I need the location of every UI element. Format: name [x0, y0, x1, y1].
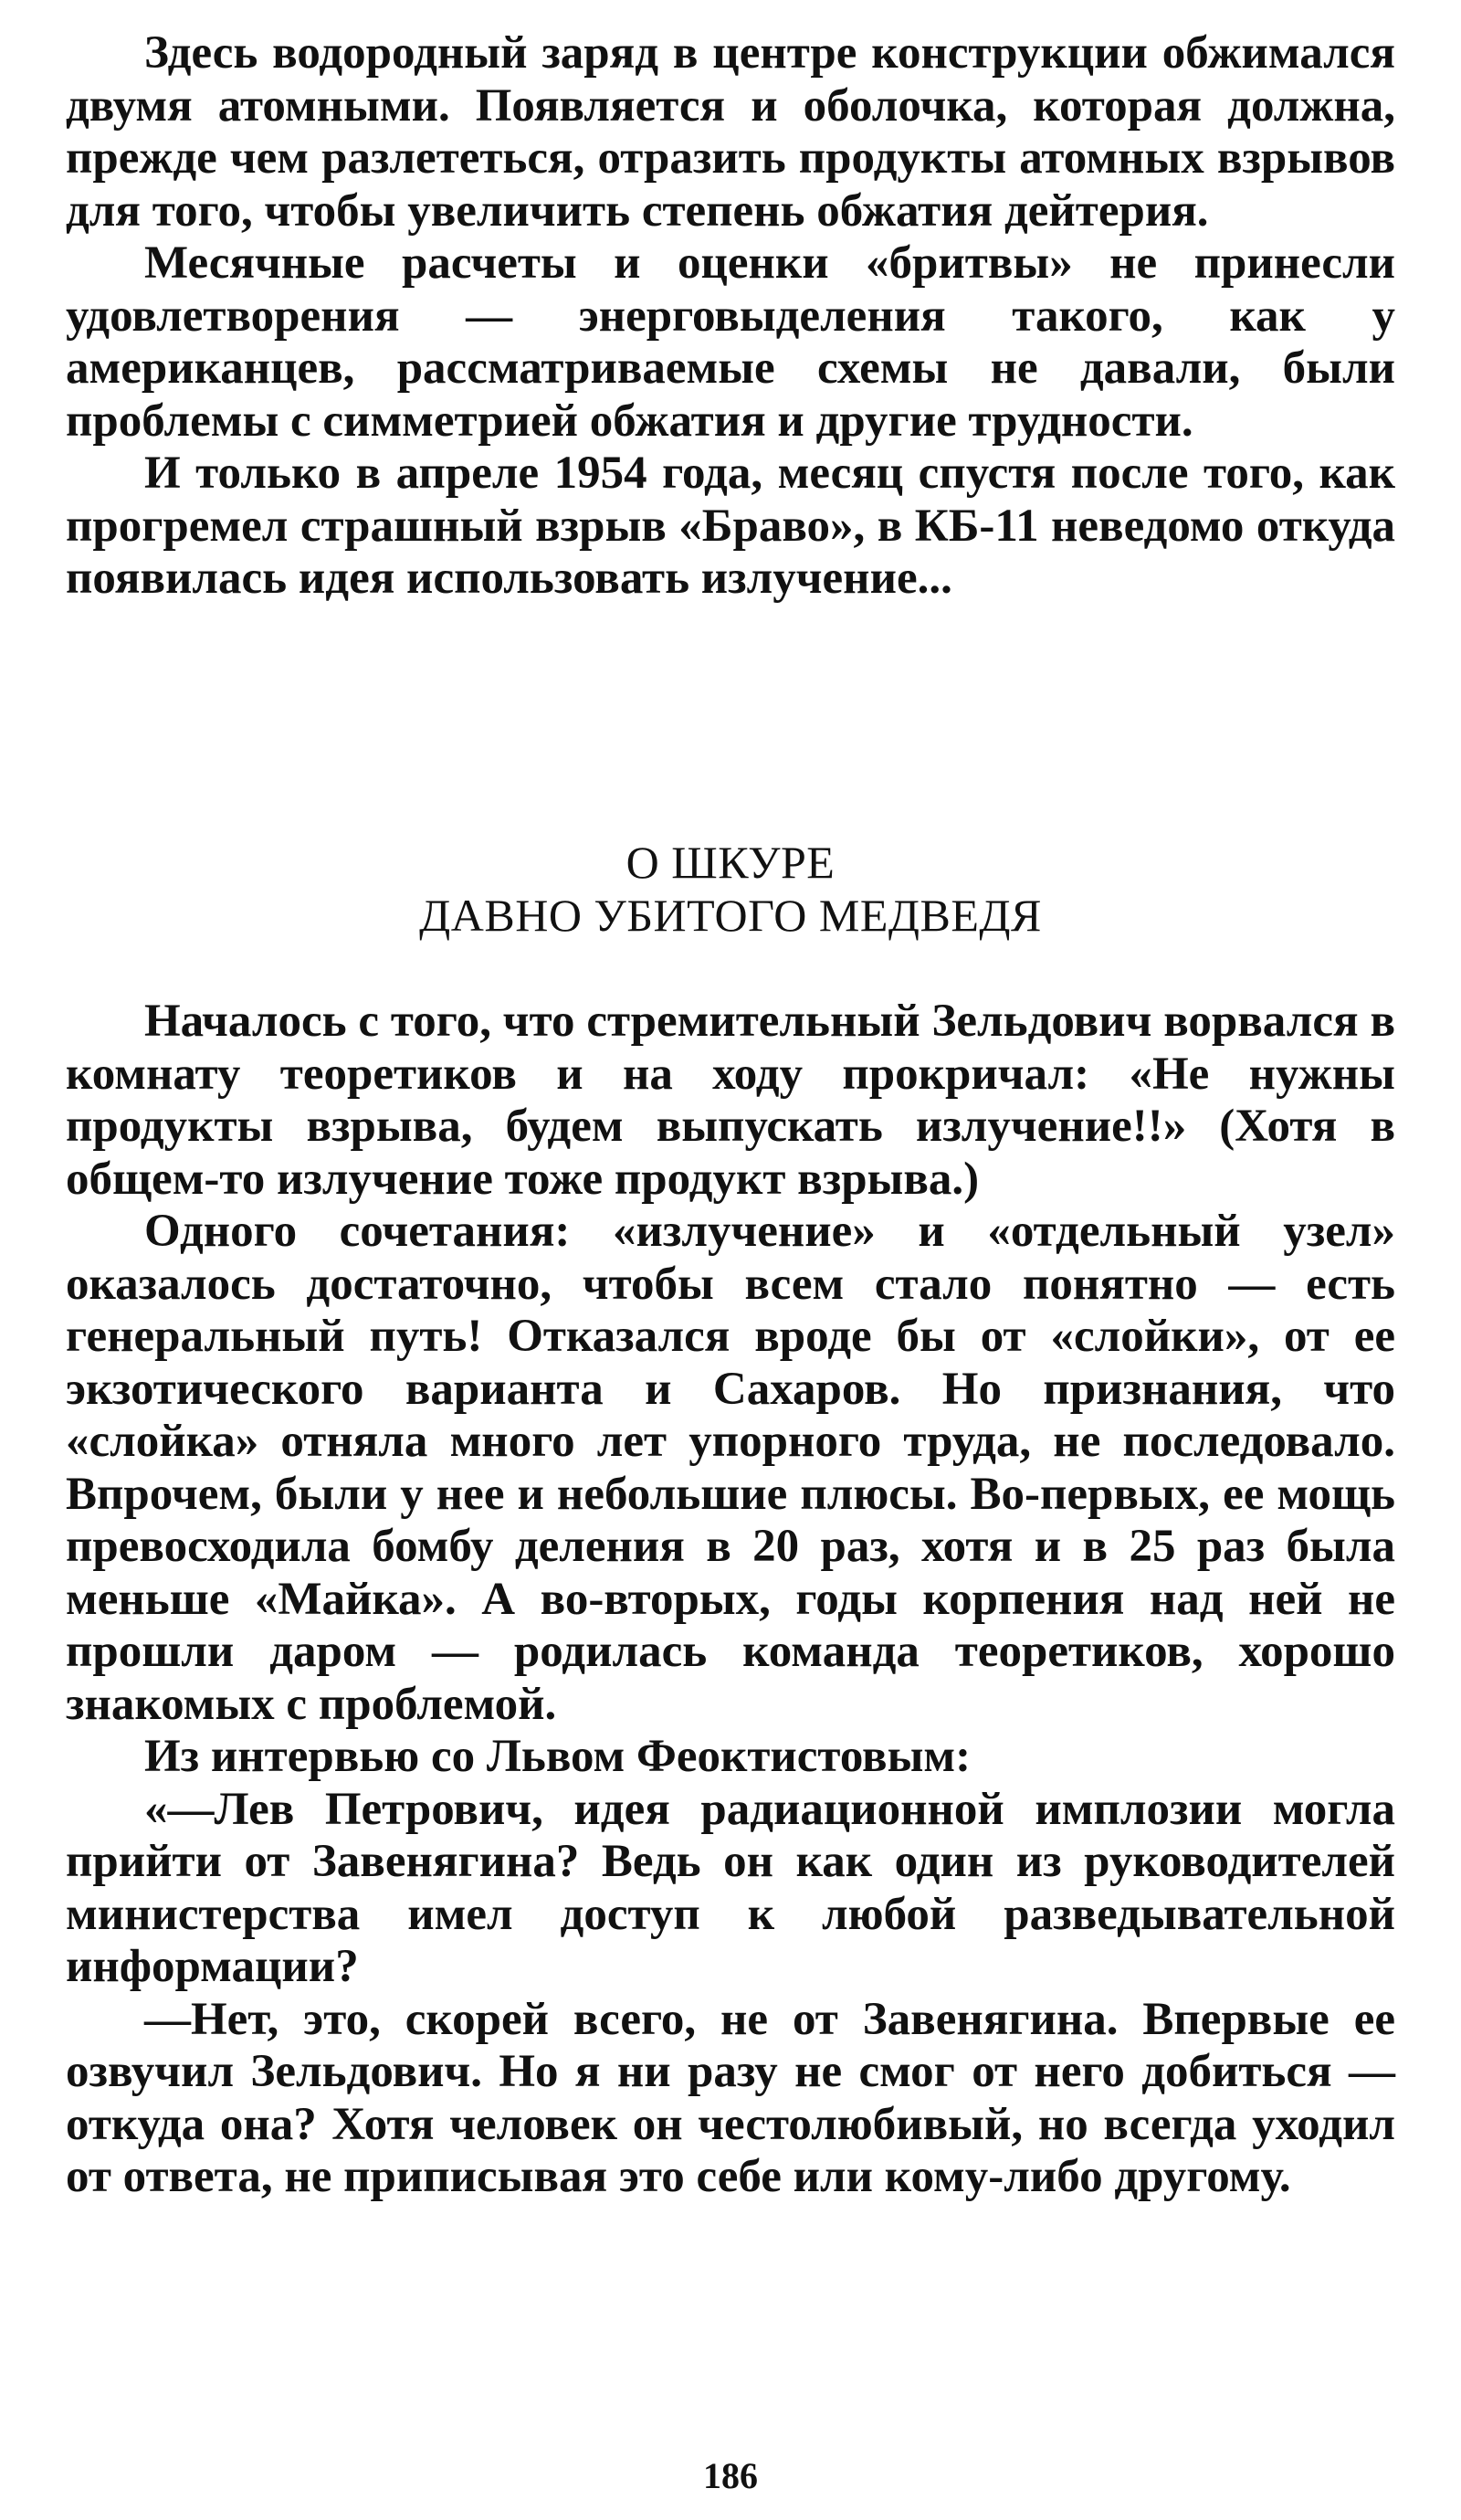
section-heading-line-1: О ШКУРЕ — [625, 837, 836, 888]
section-heading-line-2: ДАВНО УБИТОГО МЕДВЕДЯ — [419, 890, 1042, 941]
paragraph: Из интервью со Львом Феоктистовым: — [144, 1731, 972, 1782]
main-text-block — [66, 996, 1395, 2204]
top-text-block — [66, 27, 1395, 606]
paragraph: Здесь водородный заряд в центре конструкции обжимался двумя атомными. Появляется и оболочка, которая должна, прежде чем разлететься, отразить продукты атомных взрывов для того, чтобы увеличить степень обжатия дейтерия. — [66, 27, 1395, 237]
paragraph: И только в апреле 1954 года, месяц спустя после того, как прогремел страшный взрыв «Браво», в КБ-11 неведомо откуда появилась идея использовать излучение... — [66, 448, 1395, 604]
paragraph: Месячные расчеты и оценки «бритвы» не принесли удовлетворения — энерговыделения такого, как у американцев, рассматриваемые схемы не давали, были проблемы с симметрией обжатия и другие трудности. — [66, 237, 1395, 447]
paragraph: Началось с того, что стремительный Зельдович ворвался в комнату теоретиков и на ходу прокричал: «Не нужны продукты взрыва, будем выпускать излучение!!» (Хотя в общем-то излучение тоже продукт взрыва.) — [66, 996, 1395, 1205]
paragraph: Одного сочетания: «излучение» и «отдельный узел» оказалось достаточно, чтобы всем стало понятно — есть генеральный путь! Отказался вроде бы от «слойки», от ее экзотического варианта и Сахаров. Но признания, что «слойка» отняла много лет упорного труда, не последовало. Впрочем, были у нее и небольшие плюсы. Во-первых, ее мощь превосходила бомбу деления в 20 раз, хотя и в 25 раз была меньше «Майка». А во-вторых, годы корпения над ней не прошли даром — родилась команда теоретиков, хорошо знакомых с проблемой. — [66, 1206, 1395, 1730]
paragraph: —Нет, это, скорей всего, не от Завенягина. Впервые ее озвучил Зельдович. Но я ни разу не смог от него добиться — откуда она? Хотя человек он честолюбивый, но всегда уходил от ответа, не приписывая это себе или кому-либо другому. — [66, 1993, 1395, 2202]
page-number: 186 — [703, 2455, 758, 2496]
paragraph: «—Лев Петрович, идея радиационной имплозии могла прийти от Завенягина? Ведь он как один из руководителей министерства имел доступ к любой разведывательной информации? — [66, 1783, 1395, 1992]
section-heading — [66, 836, 1395, 942]
